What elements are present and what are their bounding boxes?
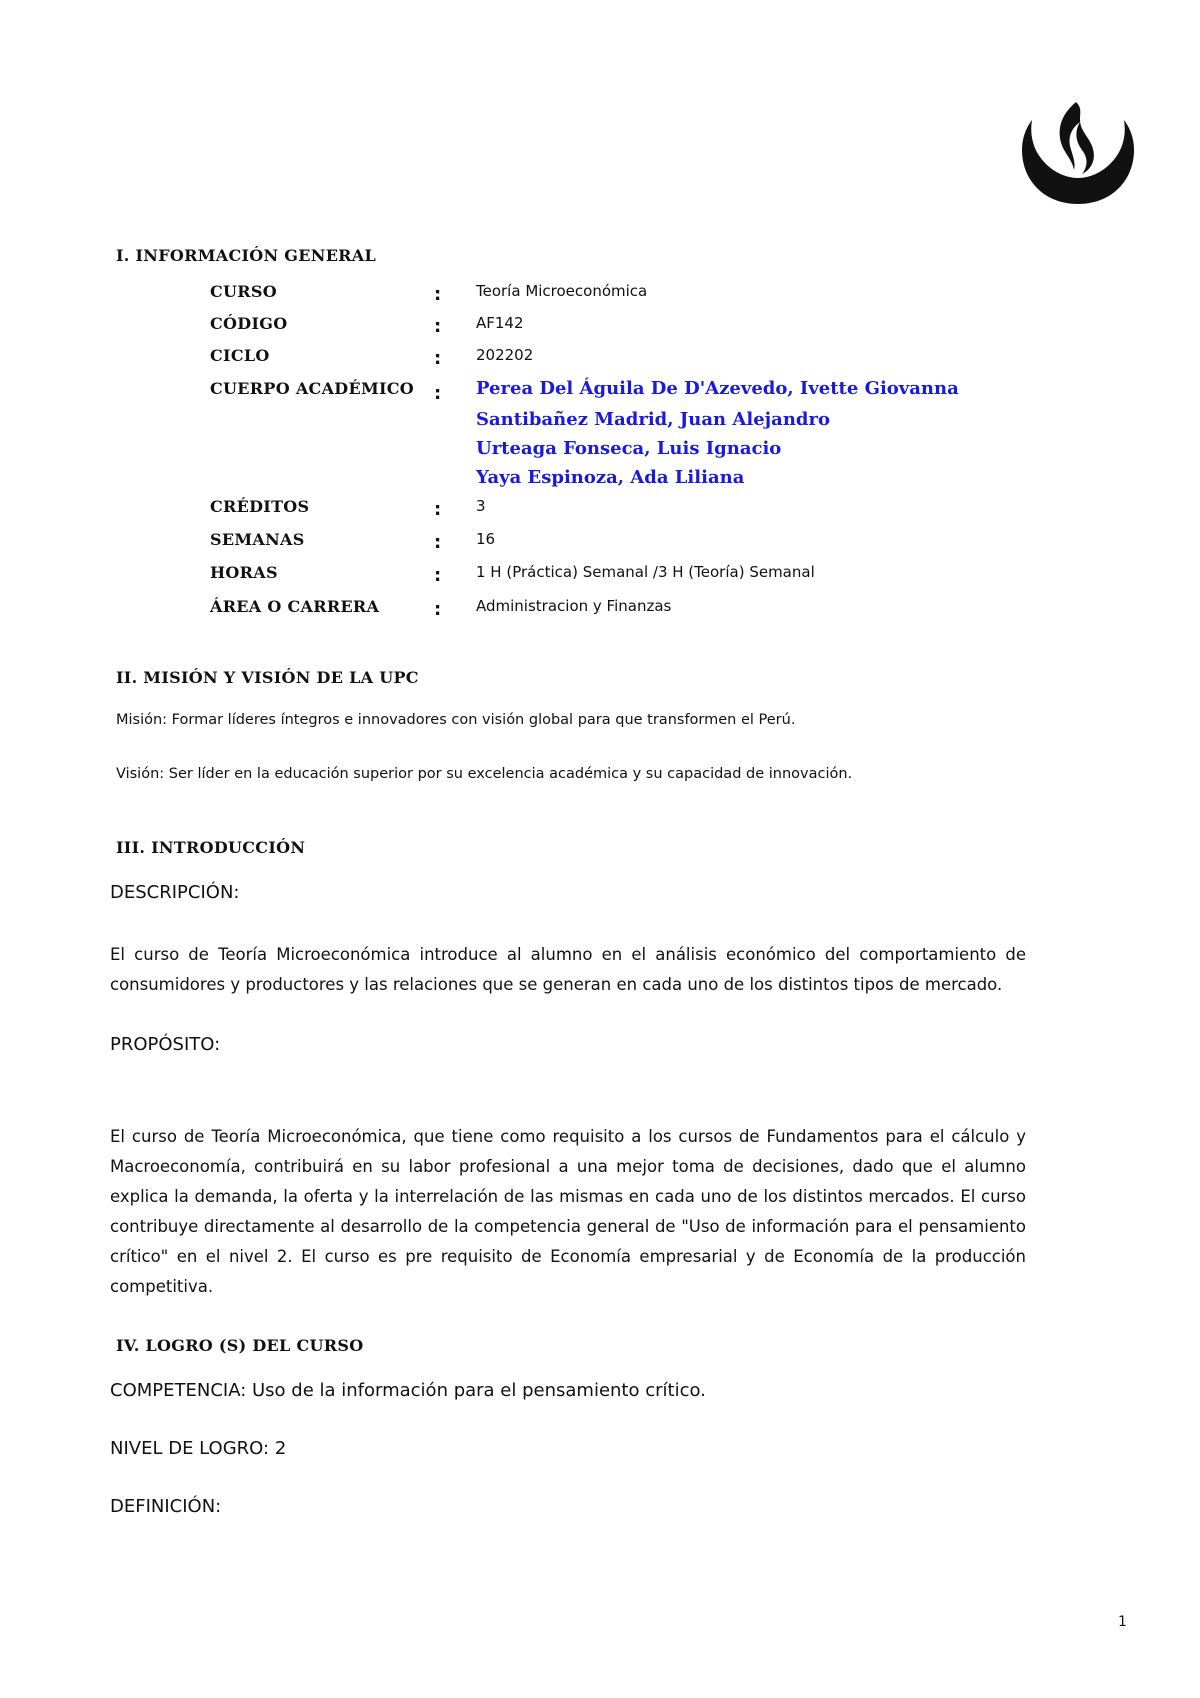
info-row-semanas — [210, 530, 1010, 560]
info-colon: : — [434, 284, 442, 305]
info-value: 3 — [476, 497, 486, 515]
info-row-horas — [210, 563, 1010, 593]
upc-logo-icon — [1016, 98, 1140, 206]
section-title-logros: IV. LOGRO (S) DEL CURSO — [116, 1336, 364, 1355]
vision-text: Visión: Ser líder en la educación superior por su excelencia académica y su capacidad de innovación. — [116, 766, 853, 782]
info-label: CICLO — [210, 346, 270, 365]
info-colon: : — [434, 348, 442, 369]
info-label: CRÉDITOS — [210, 497, 310, 516]
info-colon: : — [434, 599, 442, 620]
info-row-creditos — [210, 497, 1010, 527]
info-colon: : — [434, 532, 442, 553]
section-title-mision-vision: II. MISIÓN Y VISIÓN DE LA UPC — [116, 668, 419, 687]
mision-text: Misión: Formar líderes íntegros e innovadores con visión global para que transformen el Perú. — [116, 712, 796, 728]
info-row-codigo — [210, 314, 1010, 344]
page-number: 1 — [1118, 1614, 1127, 1630]
info-row-area-carrera — [210, 597, 1010, 627]
info-value: 16 — [476, 530, 496, 548]
info-value: 1 H (Práctica) Semanal /3 H (Teoría) Semanal — [476, 563, 815, 581]
section-title-informacion-general: I. INFORMACIÓN GENERAL — [116, 246, 377, 265]
info-value: Administracion y Finanzas — [476, 597, 672, 615]
info-colon: : — [434, 499, 442, 520]
section-title-introduccion: III. INTRODUCCIÓN — [116, 838, 306, 857]
descripcion-heading: DESCRIPCIÓN: — [110, 882, 240, 903]
proposito-heading: PROPÓSITO: — [110, 1034, 221, 1055]
faculty-member: Perea Del Águila De D'Azevedo, Ivette Giovanna — [476, 378, 959, 399]
descripcion-paragraph: El curso de Teoría Microeconómica introduce al alumno en el análisis económico del comportamiento de consumidores y productores y las relaciones que se generan en cada uno de los distintos tipos de mercado. — [110, 945, 1026, 994]
info-label: ÁREA O CARRERA — [210, 597, 380, 616]
faculty-member: Santibañez Madrid, Juan Alejandro — [476, 409, 831, 430]
info-colon: : — [434, 565, 442, 586]
info-label: CURSO — [210, 282, 277, 301]
info-colon: : — [434, 383, 442, 404]
info-row-curso — [210, 282, 1010, 312]
info-row-ciclo — [210, 346, 1010, 376]
info-value: AF142 — [476, 314, 524, 332]
faculty-member: Yaya Espinoza, Ada Liliana — [476, 467, 745, 488]
info-value: 202202 — [476, 346, 534, 364]
info-label: HORAS — [210, 563, 278, 582]
info-label: SEMANAS — [210, 530, 305, 549]
definicion-heading: DEFINICIÓN: — [110, 1496, 222, 1517]
info-colon: : — [434, 316, 442, 337]
faculty-member: Urteaga Fonseca, Luis Ignacio — [476, 438, 782, 459]
nivel-logro-text: NIVEL DE LOGRO: 2 — [110, 1438, 287, 1459]
info-label: CUERPO ACADÉMICO — [210, 379, 415, 398]
competencia-text: COMPETENCIA: Uso de la información para el pensamiento crítico. — [110, 1380, 706, 1401]
proposito-paragraph: El curso de Teoría Microeconómica, que tiene como requisito a los cursos de Fundamentos para el cálculo y Macroeconomía, contribuirá en su labor profesional a una mejor toma de decisiones, dado que el alumno explica la demanda, la oferta y la interrelación de las mismas en cada uno de los distintos mercados. El curso contribuye directamente al desarrollo de la competencia general de "Uso de información para el pensamiento crítico" en el nivel 2. El curso es pre requisito de Economía empresarial y de Economía de la producción competitiva. — [110, 1127, 1026, 1296]
info-value: Teoría Microeconómica — [476, 282, 648, 300]
info-label: CÓDIGO — [210, 314, 288, 333]
